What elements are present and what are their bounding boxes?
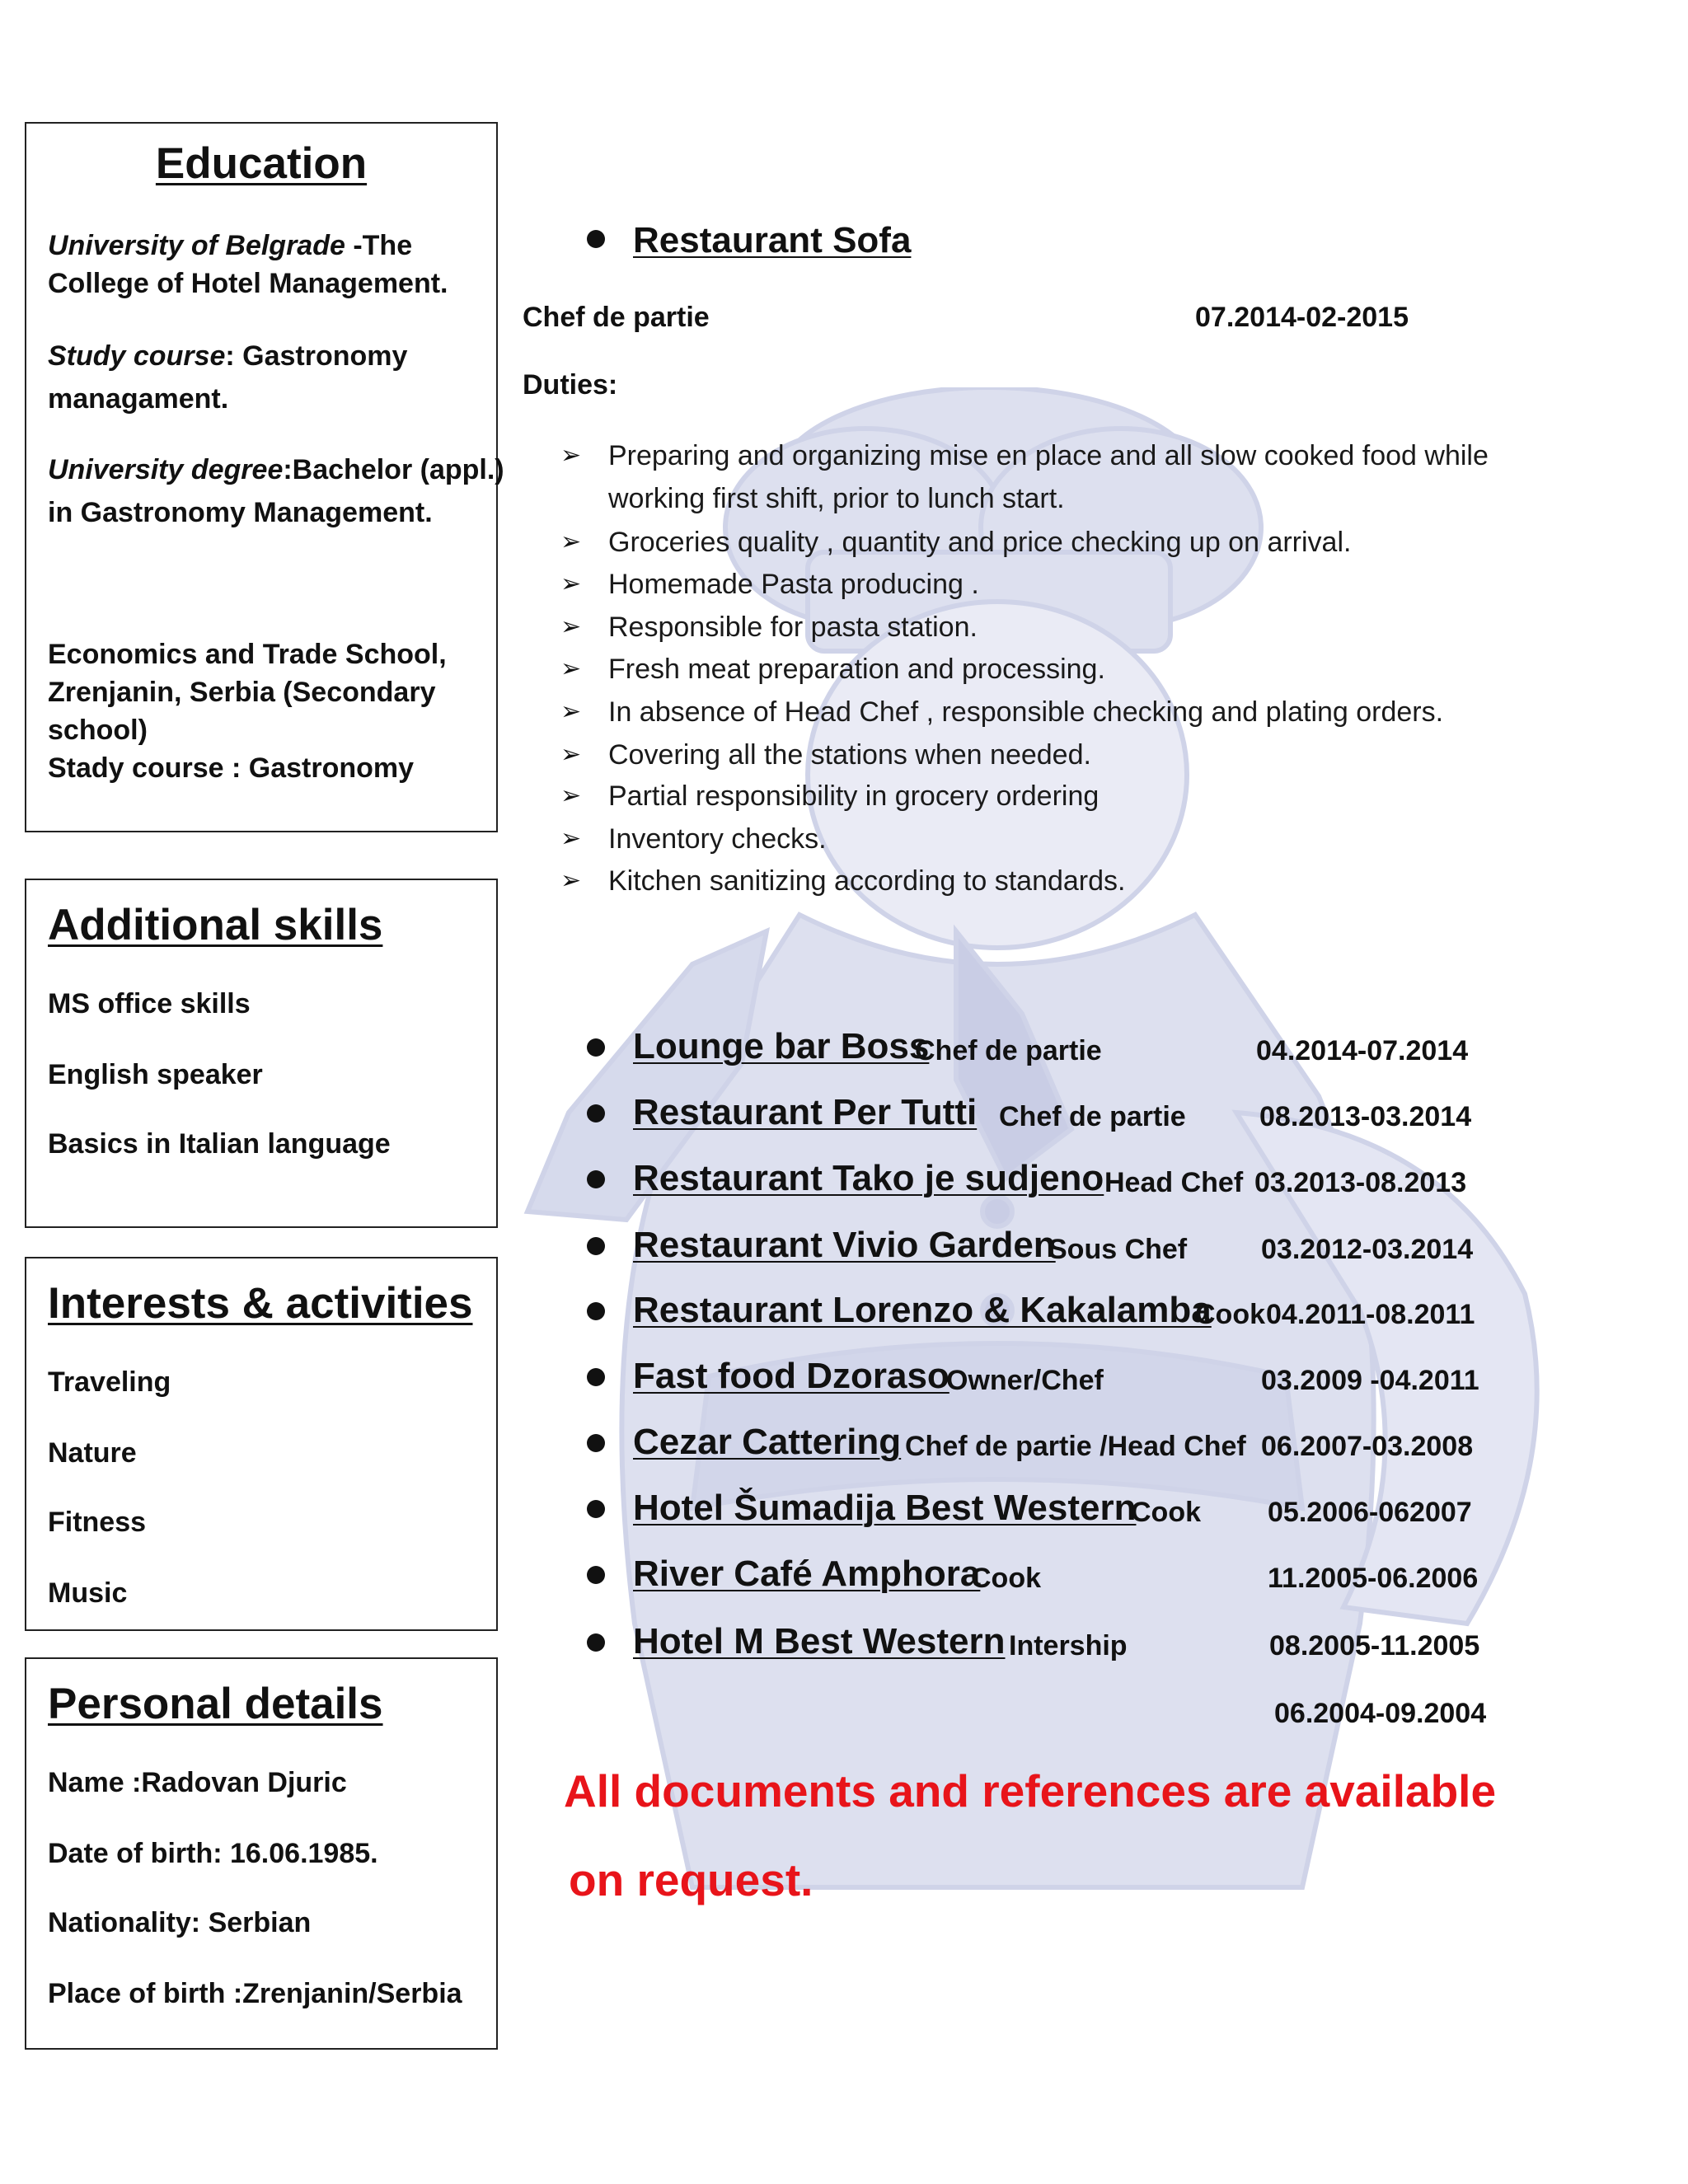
job-period: 08.2013-03.2014 <box>1259 1101 1472 1132</box>
arrow-bullet-icon: ➢ <box>560 613 582 640</box>
job-entry <box>0 1025 1688 1071</box>
arrow-bullet-icon: ➢ <box>560 655 582 682</box>
extra-period: 06.2004-09.2004 <box>1274 1698 1487 1729</box>
job-entry <box>0 1553 1688 1599</box>
job-period: 03.2009 -04.2011 <box>1261 1365 1479 1396</box>
arrow-bullet-icon: ➢ <box>560 570 582 598</box>
job-role: Cook <box>971 1563 1041 1594</box>
interest-item: Nature <box>48 1437 137 1469</box>
education-title: Education <box>155 139 368 188</box>
degree-value: :Bachelor (appl.) <box>283 454 504 485</box>
bullet-icon <box>587 1368 605 1386</box>
university-line <box>48 229 412 263</box>
job-period: 05.2006-062007 <box>1268 1497 1472 1528</box>
duty-item: In absence of Head Chef , responsible checking and plating orders. <box>608 696 1444 728</box>
interest-item: Music <box>48 1577 128 1609</box>
job-role: Sous Chef <box>1048 1234 1188 1265</box>
bullet-icon <box>587 1500 605 1518</box>
job-role: Intership <box>1009 1630 1128 1661</box>
bullet-icon <box>587 1302 605 1320</box>
job-entry <box>0 1487 1688 1533</box>
job-name: Restaurant Lorenzo & Kakalamba <box>633 1290 1212 1330</box>
availability-note-line-1: All documents and references are available <box>564 1765 1497 1816</box>
duty-item: Partial responsibility in grocery ordering <box>608 780 1100 812</box>
job-role: Chef de partie <box>999 1101 1186 1132</box>
availability-note-line-2: on request. <box>569 1854 814 1905</box>
school-line-4: Stady course : Gastronomy <box>48 752 415 784</box>
interests-title: Interests & activities <box>48 1279 473 1328</box>
degree-label: University degree <box>48 454 284 485</box>
bullet-icon <box>587 1434 605 1452</box>
job-period: 04.2011-08.2011 <box>1266 1299 1475 1330</box>
school-line-2: Zrenjanin, Serbia (Secondary <box>48 677 436 708</box>
arrow-bullet-icon: ➢ <box>560 442 582 469</box>
bullet-icon <box>587 1237 605 1255</box>
interest-item: Fitness <box>48 1507 147 1538</box>
arrow-bullet-icon: ➢ <box>560 698 582 725</box>
school-line-1: Economics and Trade School, <box>48 639 447 670</box>
personal-dob: Date of birth: 16.06.1985. <box>48 1838 378 1869</box>
job-period: 03.2013-08.2013 <box>1254 1167 1467 1198</box>
personal-nationality: Nationality: Serbian <box>48 1907 312 1938</box>
job-name: Lounge bar Boss <box>633 1026 930 1066</box>
skills-title: Additional skills <box>48 901 383 949</box>
interest-item: Traveling <box>48 1366 171 1398</box>
duty-item: Preparing and organizing mise en place and all slow cooked food while <box>608 440 1489 471</box>
job-name: Restaurant Tako je sudjeno <box>633 1158 1104 1198</box>
job-period: 06.2007-03.2008 <box>1261 1431 1474 1462</box>
personal-birthplace: Place of birth :Zrenjanin/Serbia <box>48 1978 462 2009</box>
study-course-value: : Gastronomy <box>225 340 408 372</box>
job-role: Chef de partie /Head Chef <box>905 1431 1246 1462</box>
skill-item: MS office skills <box>48 988 251 1019</box>
duty-item-cont: working first shift, prior to lunch start. <box>608 483 1065 514</box>
study-course-line <box>48 340 407 373</box>
job-entry <box>0 1224 1688 1270</box>
arrow-bullet-icon: ➢ <box>560 867 582 894</box>
job-entry <box>0 1421 1688 1467</box>
study-course-cont: managament. <box>48 383 229 415</box>
personal-title: Personal details <box>48 1680 383 1728</box>
personal-details-section <box>25 1657 498 2050</box>
job-entry <box>0 1620 1688 1666</box>
job-name: Restaurant Per Tutti <box>633 1092 978 1132</box>
job-period: 08.2005-11.2005 <box>1269 1630 1480 1661</box>
job-period: 04.2014-07.2014 <box>1256 1035 1469 1066</box>
arrow-bullet-icon: ➢ <box>560 528 582 555</box>
job-name: Fast food Dzoraso <box>633 1356 950 1396</box>
skill-item: English speaker <box>48 1059 263 1090</box>
education-section <box>25 122 504 832</box>
job-role: Owner/Chef <box>946 1365 1104 1396</box>
duty-item: Homemade Pasta producing . <box>608 569 979 600</box>
duties-label: Duties: <box>523 369 618 401</box>
degree-cont: in Gastronomy Management. <box>48 497 433 528</box>
job-period: 03.2012-03.2014 <box>1261 1234 1474 1265</box>
bullet-icon <box>587 1104 605 1122</box>
bullet-icon <box>587 1633 605 1652</box>
job-entry <box>0 1289 1688 1335</box>
job-role: Cook <box>1131 1497 1201 1528</box>
job-name: Hotel Šumadija Best Western <box>633 1488 1137 1528</box>
duty-item: Responsible for pasta station. <box>608 612 978 643</box>
bullet-icon <box>587 1038 605 1057</box>
arrow-bullet-icon: ➢ <box>560 741 582 768</box>
duty-item: Kitchen sanitizing according to standards. <box>608 865 1126 897</box>
degree-line <box>48 453 504 487</box>
personal-name: Name :Radovan Djuric <box>48 1767 347 1798</box>
university-rest: -The <box>345 230 413 261</box>
job-name: Cezar Cattering <box>633 1422 902 1462</box>
school-line-3: school) <box>48 715 148 746</box>
bullet-icon <box>587 1566 605 1584</box>
job-entry <box>0 1157 1688 1203</box>
bullet-icon <box>587 230 605 248</box>
main-job-title: Restaurant Sofa <box>633 220 912 260</box>
duty-item: Inventory checks. <box>608 823 827 855</box>
arrow-bullet-icon: ➢ <box>560 782 582 809</box>
duty-item: Covering all the stations when needed. <box>608 739 1091 771</box>
university-name: University of Belgrade <box>48 230 345 261</box>
main-job-period: 07.2014-02-2015 <box>1195 302 1409 333</box>
college-line: College of Hotel Management. <box>48 268 448 299</box>
duty-item: Fresh meat preparation and processing. <box>608 654 1105 685</box>
job-entry <box>0 1091 1688 1137</box>
duty-item: Groceries quality , quantity and price checking up on arrival. <box>608 527 1352 558</box>
job-period: 11.2005-06.2006 <box>1268 1563 1479 1594</box>
arrow-bullet-icon: ➢ <box>560 825 582 852</box>
job-role: Cook <box>1195 1299 1265 1330</box>
job-name: Restaurant Vivio Garden <box>633 1225 1056 1265</box>
study-course-label: Study course <box>48 340 226 372</box>
job-role: Head Chef <box>1104 1167 1244 1198</box>
bullet-icon <box>587 1170 605 1188</box>
job-role: Chef de partie <box>915 1035 1102 1066</box>
job-name: River Café Amphora <box>633 1554 981 1594</box>
skill-item: Basics in Italian language <box>48 1128 391 1160</box>
job-entry <box>0 1355 1688 1401</box>
main-job-role: Chef de partie <box>523 302 710 333</box>
job-name: Hotel M Best Western <box>633 1621 1006 1661</box>
